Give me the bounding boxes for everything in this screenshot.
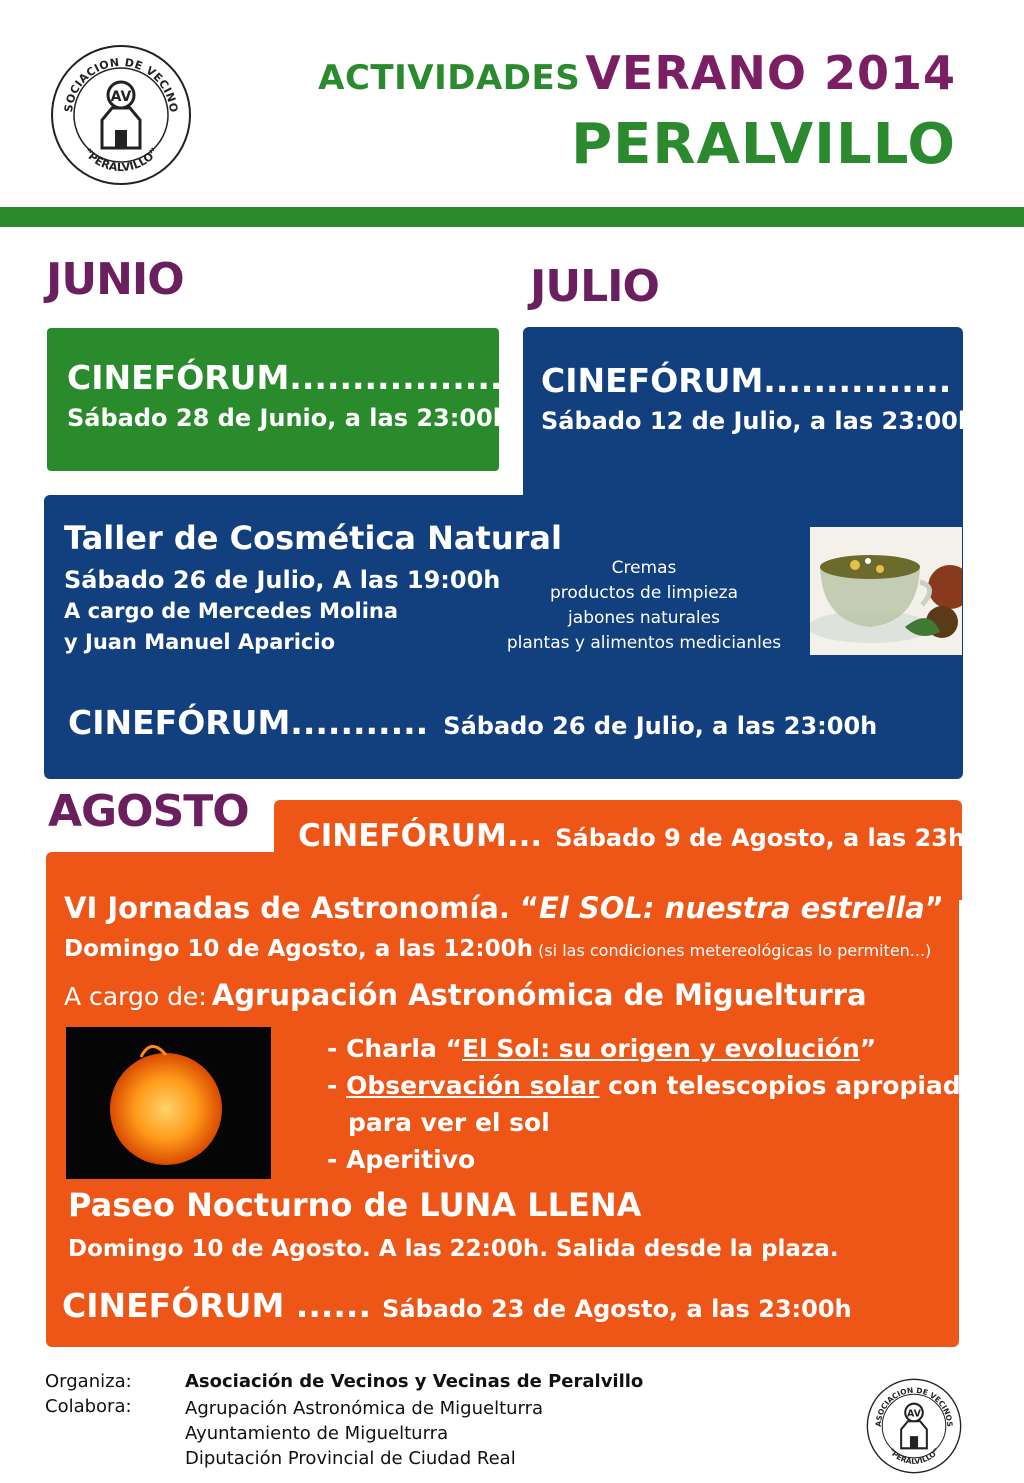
header-divider	[0, 207, 1024, 227]
taller-items-list	[494, 556, 794, 656]
page-title-line1	[0, 46, 956, 100]
footer-organiza-label: Organiza:	[45, 1371, 132, 1392]
page-title-peralvillo: PERALVILLO	[571, 112, 956, 177]
jornadas-by-name: Agrupación Astronómica de Miguelturra	[211, 978, 867, 1012]
jornadas-title	[64, 891, 944, 925]
paseo-date: Domingo 10 de Agosto. A las 22:00h. Salida desde la plaza.	[68, 1236, 839, 1262]
taller-item: productos de limpieza	[549, 583, 739, 603]
jornadas-item-aperitivo: - Aperitivo	[327, 1145, 476, 1174]
footer-colabora-label: Colabora:	[45, 1396, 132, 1417]
paseo-title: Paseo Nocturno de LUNA LLENA	[68, 1186, 642, 1224]
taller-by-line1: A cargo de Mercedes Molina	[64, 599, 399, 623]
title-actividades: ACTIVIDADES	[318, 58, 581, 98]
julio-cineforum1-label: CINEFÓRUM...............	[541, 361, 952, 400]
observacion-link: Observación solar	[346, 1071, 600, 1100]
jornadas-date-row	[64, 936, 931, 962]
taller-title: Taller de Cosmética Natural	[64, 519, 562, 557]
item2-prefix: -	[327, 1071, 347, 1100]
month-heading-agosto: AGOSTO	[48, 786, 249, 837]
title-verano: VERANO 2014	[585, 46, 956, 100]
footer-colabora-list	[185, 1396, 543, 1471]
taller-item: plantas y alimentos medicianles	[506, 633, 782, 653]
logo-text-top: SOCIACION DE VECINO	[61, 55, 181, 114]
item1-suffix: ”	[859, 1034, 877, 1063]
footer-colabora-item: Ayuntamiento de Miguelturra	[185, 1423, 449, 1444]
agosto-cineforum1-label: CINEFÓRUM...	[298, 818, 543, 854]
logo-text-bottom: “PERALVILLO”	[80, 145, 162, 175]
item1-prefix: - Charla “	[327, 1034, 462, 1063]
junio-cineforum-box	[47, 328, 510, 471]
jornadas-title-plain: VI Jornadas de Astronomía. “	[64, 891, 540, 925]
logo-monogram: AV	[110, 89, 132, 105]
junio-cineforum-date: Sábado 28 de Junio, a las 23:00h	[67, 404, 510, 432]
month-heading-junio: JUNIO	[46, 254, 184, 305]
julio-cineforum1-date: Sábado 12 de Julio, a las 23:00h	[541, 407, 975, 435]
jornadas-item-observacion-line2: para ver el sol	[348, 1108, 550, 1137]
agosto-cineforum1-date: Sábado 9 de Agosto, a las 23h	[555, 824, 966, 852]
taller-item: jabones naturales	[568, 608, 720, 628]
agosto-cineforum1-row	[298, 818, 965, 854]
julio-cineforum2-label: CINEFÓRUM...........	[68, 703, 429, 742]
jornadas-organizer-row	[64, 978, 867, 1012]
footer-organiza: Asociación de Vecinos y Vecinas de Peralvillo	[185, 1371, 644, 1392]
sun-photo	[66, 1027, 271, 1179]
logo-text-top: ASOCIACION DE VECINOS	[873, 1385, 955, 1427]
jornadas-title-italic: El SOL: nuestra estrella	[539, 891, 925, 925]
footer-colabora-item: Diputación Provincial de Ciudad Real	[185, 1448, 516, 1469]
taller-item: Cremas	[611, 558, 677, 578]
jornadas-title-close: ”	[924, 891, 944, 925]
charla-link: El Sol: su origen y evolución	[462, 1034, 860, 1063]
logo-text-bottom: “PERALVILLO”	[886, 1446, 942, 1466]
jornadas-item-observacion	[327, 1067, 993, 1104]
junio-cineforum-label: CINEFÓRUM.................	[67, 358, 503, 397]
church-logo-icon	[866, 1378, 962, 1474]
jornadas-item-charla	[327, 1030, 993, 1067]
association-logo-small	[866, 1378, 962, 1474]
jornadas-items	[327, 1030, 993, 1178]
jornadas-by-prefix: A cargo de:	[64, 982, 207, 1011]
taller-date: Sábado 26 de Julio, A las 19:00h	[64, 566, 501, 594]
agosto-cineforum2-row	[62, 1286, 852, 1325]
agosto-cineforum2-date: Sábado 23 de Agosto, a las 23:00h	[382, 1295, 852, 1323]
agosto-cineforum2-label: CINEFÓRUM ......	[62, 1286, 372, 1325]
taller-by-line2: y Juan Manuel Aparicio	[64, 630, 336, 654]
month-heading-julio: JULIO	[530, 261, 659, 312]
logo-monogram: AV	[907, 1408, 921, 1420]
julio-cineforum2-date: Sábado 26 de Julio, a las 23:00h	[443, 712, 878, 740]
julio-cineforum2-row	[68, 703, 877, 742]
item2-suffix: con telescopios apropiados	[599, 1071, 993, 1100]
jornadas-date: Domingo 10 de Agosto, a las 12:00h	[64, 936, 533, 962]
herbal-tea-photo	[810, 527, 962, 655]
jornadas-note: (si las condiciones metereológicas lo permiten...)	[538, 941, 932, 960]
julio-cineforum-box	[523, 327, 975, 502]
footer-colabora-item: Agrupación Astronómica de Miguelturra	[185, 1398, 544, 1419]
